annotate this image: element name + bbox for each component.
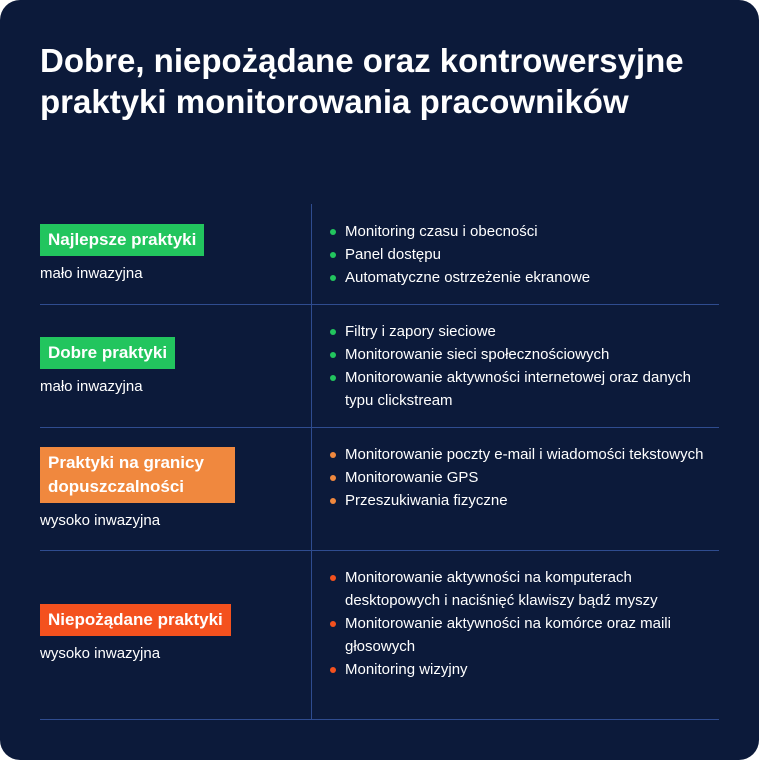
list-item: Monitoring wizyjny — [330, 658, 720, 681]
category-badge-borderline: Praktyki na granicy dopuszczalności — [40, 447, 235, 503]
practice-list — [330, 220, 720, 289]
practice-list — [330, 443, 720, 512]
bullet-dot-icon — [330, 375, 336, 381]
category-badge-best: Najlepsze praktyki — [40, 224, 204, 256]
practice-category — [40, 224, 305, 284]
bullet-dot-icon — [330, 667, 336, 673]
list-item: Monitorowanie aktywności na komórce oraz maili głosowych — [330, 612, 720, 658]
invasiveness-label: mało inwazyjna — [40, 378, 143, 395]
practice-category — [40, 604, 305, 664]
bullet-dot-icon — [330, 475, 336, 481]
bullet-dot-icon — [330, 498, 336, 504]
practices-table — [40, 204, 719, 720]
list-item: Monitorowanie aktywności internetowej oraz danych typu clickstream — [330, 366, 720, 412]
column-divider — [311, 204, 312, 304]
practice-category — [40, 447, 305, 531]
practice-row-good — [40, 305, 719, 428]
list-item: Przeszukiwania fizyczne — [330, 489, 720, 512]
bullet-dot-icon — [330, 575, 336, 581]
practice-row-undesirable — [40, 551, 719, 720]
list-item: Automatyczne ostrzeżenie ekranowe — [330, 266, 720, 289]
list-item: Monitorowanie GPS — [330, 466, 720, 489]
practice-category — [40, 337, 305, 397]
invasiveness-label: mało inwazyjna — [40, 265, 143, 282]
bullet-dot-icon — [330, 621, 336, 627]
practice-row-best — [40, 204, 719, 305]
bullet-dot-icon — [330, 329, 336, 335]
bullet-dot-icon — [330, 452, 336, 458]
list-item: Monitorowanie aktywności na komputerach desktopowych i naciśnięć klawiszy bądź myszy — [330, 566, 720, 612]
practice-row-borderline — [40, 428, 719, 551]
invasiveness-label: wysoko inwazyjna — [40, 512, 161, 529]
invasiveness-label: wysoko inwazyjna — [40, 645, 161, 662]
list-item: Monitorowanie poczty e-mail i wiadomości tekstowych — [330, 443, 720, 466]
bullet-dot-icon — [330, 252, 336, 258]
list-item: Panel dostępu — [330, 243, 720, 266]
bullet-dot-icon — [330, 275, 336, 281]
list-item: Monitoring czasu i obecności — [330, 220, 720, 243]
category-badge-undesirable: Niepożądane praktyki — [40, 604, 231, 636]
page-title: Dobre, niepożądane oraz kontrowersyjne praktyki monitorowania pracowników — [40, 42, 684, 120]
category-badge-good: Dobre praktyki — [40, 337, 175, 369]
practice-list — [330, 566, 720, 681]
list-item: Filtry i zapory sieciowe — [330, 320, 720, 343]
bullet-dot-icon — [330, 352, 336, 358]
list-item: Monitorowanie sieci społecznościowych — [330, 343, 720, 366]
column-divider — [311, 428, 312, 550]
practice-list — [330, 320, 720, 412]
column-divider — [311, 551, 312, 719]
bullet-dot-icon — [330, 229, 336, 235]
column-divider — [311, 305, 312, 427]
